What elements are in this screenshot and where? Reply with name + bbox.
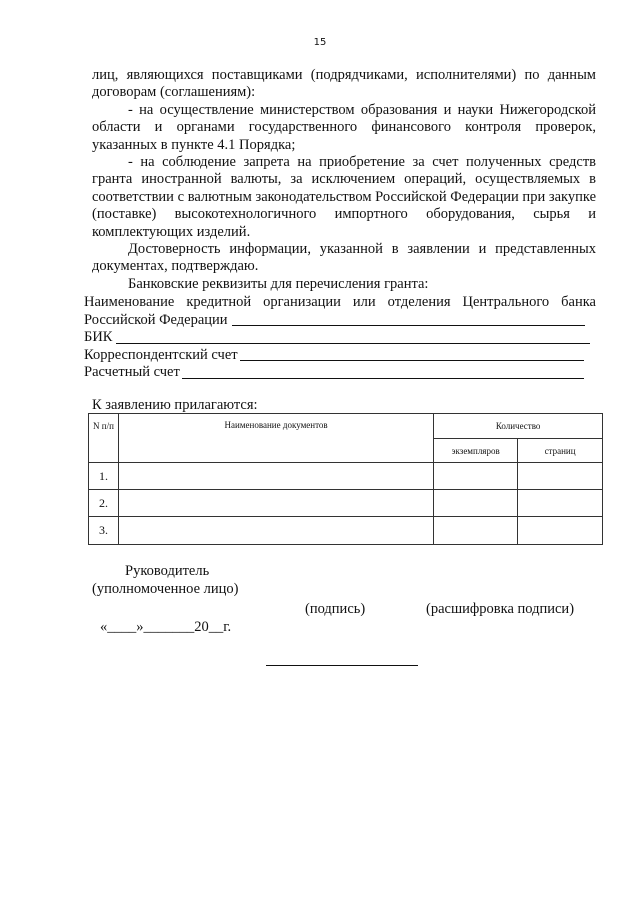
pages-cell[interactable]: [518, 517, 603, 545]
bank-org-row: [84, 312, 596, 330]
paragraph-bank-details-heading: Банковские реквизиты для перечисления гранта:: [128, 275, 429, 292]
document-name-cell[interactable]: [118, 463, 433, 490]
signer-role-note: (уполномоченное лицо): [92, 581, 239, 597]
copies-cell[interactable]: [434, 490, 518, 517]
bik-line[interactable]: [116, 343, 590, 344]
table-header-row: [89, 414, 603, 439]
pages-cell[interactable]: [518, 463, 603, 490]
copies-cell[interactable]: [434, 517, 518, 545]
account-row: [84, 364, 596, 382]
copies-cell[interactable]: [434, 463, 518, 490]
row-number: 2.: [89, 490, 119, 517]
document-name-cell[interactable]: [118, 517, 433, 545]
header-document-name: Наименование документов: [118, 414, 433, 463]
bank-org-label-cont: Российской Федерации: [84, 311, 228, 328]
attachments-table: [88, 413, 603, 545]
bik-row: [84, 329, 596, 347]
stamp-line: [266, 665, 418, 666]
header-quantity: Количество: [434, 414, 603, 439]
table-row: [89, 517, 603, 545]
table-row: [89, 463, 603, 490]
paragraph-suppliers: лиц, являющихся поставщиками (подрядчиками, исполнителями) по данным договорам (соглашениям):: [92, 67, 596, 101]
paragraph-currency-ban: - на соблюдение запрета на приобретение за счет полученных средств гранта иностранной валюты, за исключением операций, осуществляемых в соответствии с валютным законодательством Российской Федерации при закупке (поставке) высокотехнологичного импортного оборудования, сырья и комплектующих изделий.: [92, 154, 596, 240]
attachments-label: К заявлению прилагаются:: [92, 397, 258, 413]
bank-org-line[interactable]: [232, 325, 585, 326]
header-number: N п/п: [89, 414, 119, 463]
bank-details: [84, 294, 596, 382]
account-label: Расчетный счет: [84, 364, 180, 381]
pages-cell[interactable]: [518, 490, 603, 517]
paragraph-inspections: - на осуществление министерством образования и науки Нижегородской области и органами государственного финансового контроля проверок, указанных в пункте 4.1 Порядка;: [92, 101, 596, 153]
document-name-cell[interactable]: [118, 490, 433, 517]
signature-caption: (подпись): [305, 601, 366, 617]
header-copies: экземпляров: [434, 439, 518, 463]
bank-org-label: Наименование кредитной организации или отделения Центрального банка: [84, 294, 596, 310]
bik-label: БИК: [84, 329, 113, 346]
account-line[interactable]: [182, 378, 584, 379]
paragraph-confirmation: Достоверность информации, указанной в заявлении и представленных документах, подтверждаю.: [92, 241, 596, 275]
body-text: [92, 67, 596, 293]
date-field[interactable]: «____»_______20__г.: [100, 619, 232, 635]
row-number: 1.: [89, 463, 119, 490]
signer-role: Руководитель: [125, 563, 210, 579]
page-number: 15: [313, 37, 327, 48]
header-pages: страниц: [518, 439, 603, 463]
table-row: [89, 490, 603, 517]
corr-account-label: Корреспондентский счет: [84, 346, 238, 363]
row-number: 3.: [89, 517, 119, 545]
corr-account-row: [84, 347, 596, 365]
corr-account-line[interactable]: [240, 360, 584, 361]
signature-decode-caption: (расшифровка подписи): [426, 601, 575, 617]
